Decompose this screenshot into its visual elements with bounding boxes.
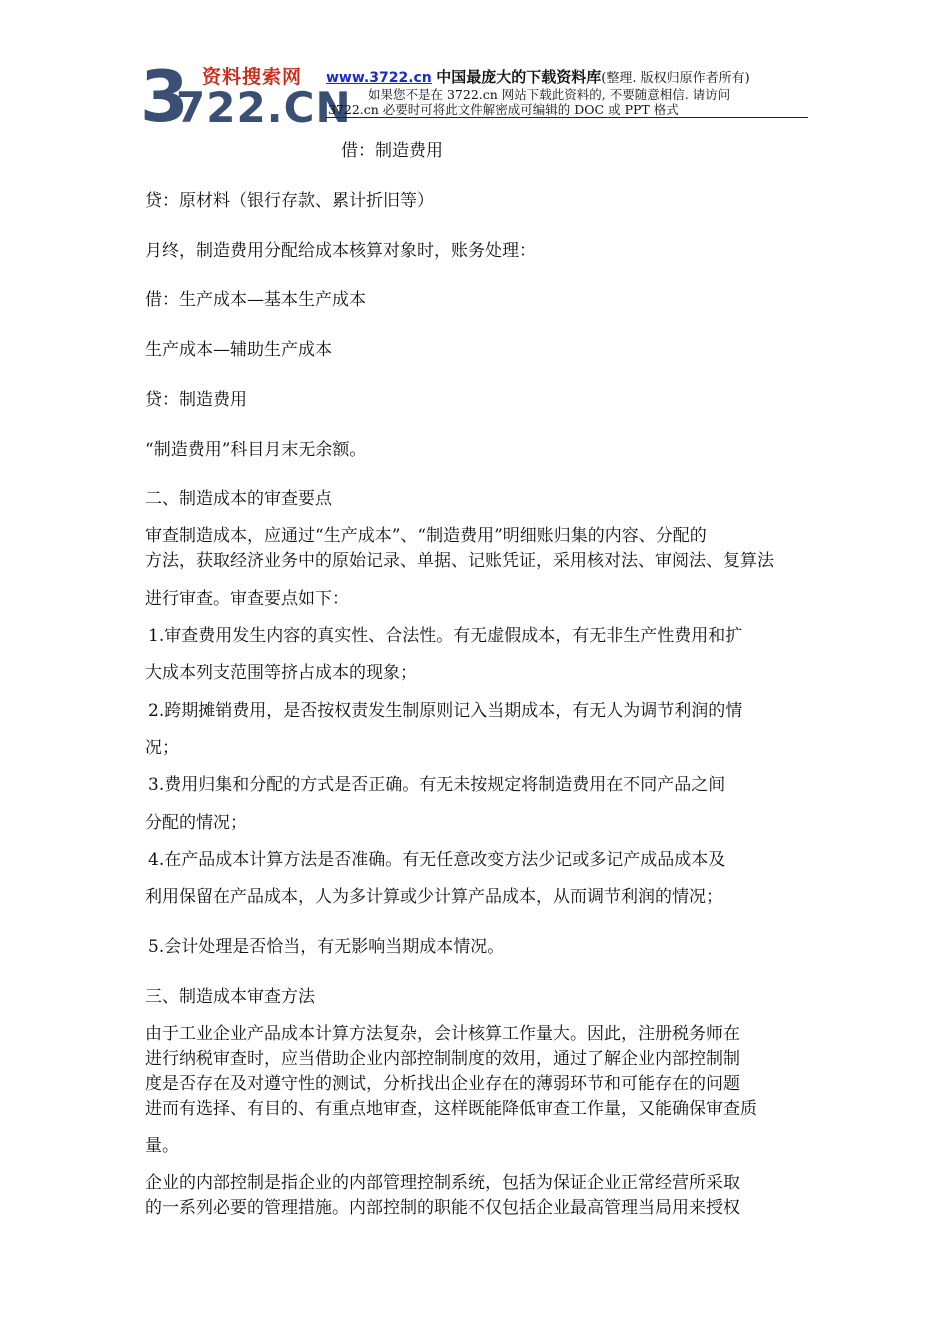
text-line: 利用保留在产品成本，人为多计算或少计算产品成本，从而调节利润的情况；: [145, 887, 723, 907]
text-line: 分配的情况；: [145, 813, 247, 833]
text-line: “制造费用”科目月末无余额。: [145, 440, 367, 460]
header-tagline: 中国最庞大的下载资料库: [436, 68, 602, 86]
logo-numeral: 3: [140, 56, 187, 138]
list-item: 1.审查费用发生内容的真实性、合法性。有无虚假成本，有无非生产性费用和扩: [148, 626, 743, 646]
text-line: 借：制造费用: [341, 141, 443, 161]
text-line: 况；: [145, 738, 179, 758]
page-header: [140, 56, 808, 138]
text-line: 进而有选择、有目的、有重点地审查，这样既能降低审查工作量，又能确保审查质: [145, 1099, 757, 1119]
text-line: 进行审查。审查要点如下：: [145, 589, 349, 609]
text-line: 审查制造成本，应通过“生产成本”、“制造费用”明细账归集的内容、分配的: [145, 526, 707, 546]
text-line: 月终，制造费用分配给成本核算对象时，账务处理：: [145, 241, 536, 261]
header-divider: [326, 117, 808, 118]
list-item: 5.会计处理是否恰当，有无影响当期成本情况。: [148, 937, 505, 957]
text-line: 企业的内部控制是指企业的内部管理控制系统，包括为保证企业正常经营所采取: [145, 1173, 740, 1193]
header-notice-line1: 如果您不是在 3722.cn 网站下载此资料的, 不要随意相信. 请访问: [368, 87, 731, 102]
text-line: 度是否存在及对遵守性的测试，分析找出企业存在的薄弱环节和可能存在的问题: [145, 1074, 740, 1094]
header-notice-line2: 3722.cn 必要时可将此文件解密成可编辑的 DOC 或 PPT 格式: [328, 102, 679, 117]
list-item: 2.跨期摊销费用，是否按权责发生制原则记入当期成本，有无人为调节利润的情: [148, 701, 743, 721]
text-line: 贷：原材料（银行存款、累计折旧等）: [145, 191, 434, 211]
text-line: 贷：制造费用: [145, 390, 247, 410]
text-line: 的一系列必要的管理措施。内部控制的职能不仅包括企业最高管理当局用来授权: [145, 1198, 740, 1218]
text-line: 由于工业企业产品成本计算方法复杂，会计核算工作量大。因此，注册税务师在: [145, 1024, 740, 1044]
section-heading: 二、制造成本的审查要点: [145, 489, 332, 509]
logo-domain: 722.CN: [176, 83, 352, 132]
section-heading: 三、制造成本审查方法: [145, 987, 315, 1007]
site-logo[interactable]: [140, 56, 352, 138]
list-item: 4.在产品成本计算方法是否准确。有无任意改变方法少记或多记产成品成本及: [148, 850, 726, 870]
text-line: 进行纳税审查时，应当借助企业内部控制制度的效用，通过了解企业内部控制制: [145, 1049, 740, 1069]
text-line: 量。: [145, 1136, 179, 1156]
text-line: 生产成本—辅助生产成本: [145, 340, 332, 360]
site-link[interactable]: www.3722.cn: [326, 70, 432, 86]
logo-site-name: 资料搜索网: [202, 66, 303, 88]
text-line: 方法，获取经济业务中的原始记录、单据、记账凭证，采用核对法、审阅法、复算法: [145, 551, 774, 571]
list-item: 3.费用归集和分配的方式是否正确。有无未按规定将制造费用在不同产品之间: [148, 775, 726, 795]
text-line: 大成本列支范围等挤占成本的现象；: [145, 663, 417, 683]
header-copyright-note: (整理. 版权归原作者所有): [601, 71, 750, 86]
text-line: 借：生产成本—基本生产成本: [145, 290, 366, 310]
header-tagline-row: [326, 66, 750, 87]
